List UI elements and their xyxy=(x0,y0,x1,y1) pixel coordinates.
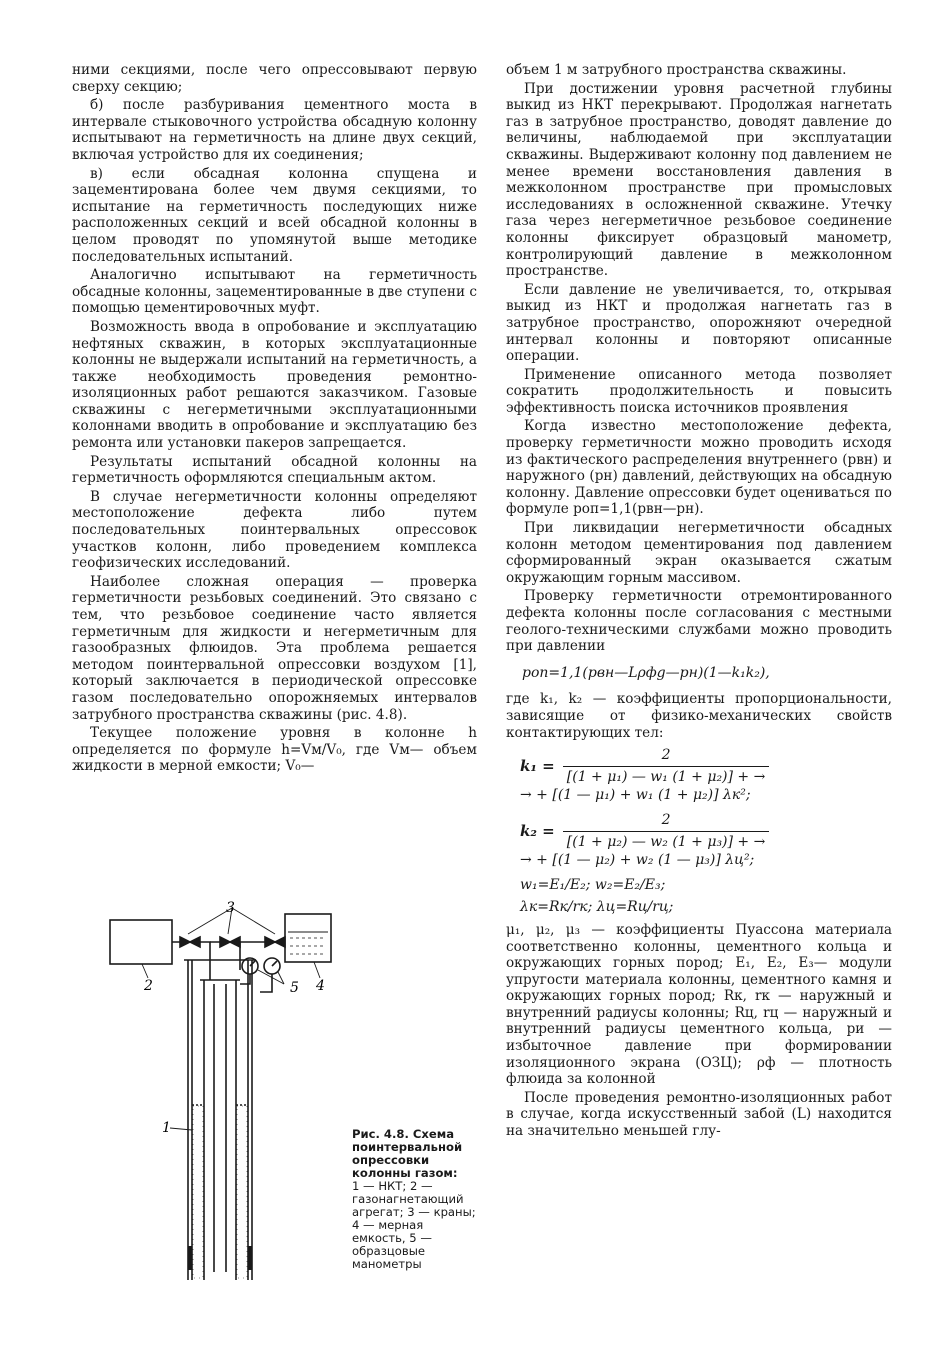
formula-main: pоп=1,1(pвн—Lρфg—pн)(1—k₁k₂), xyxy=(522,664,770,681)
paragraph: После проведения ремонтно-изоляционных работ в случае, когда искусственный забой (L) находится на значительно меньшей глу- xyxy=(506,1089,892,1140)
label-1: 1 xyxy=(162,1120,171,1136)
paragraph: объем 1 м затрубного пространства скважины. xyxy=(506,62,847,78)
k1-denominator: [(1 + μ₁) — w₁ (1 + μ₂)] + → xyxy=(563,766,770,786)
formula-lambda: λк=Rк/rк; λц=Rц/rц; xyxy=(520,899,674,916)
paragraph: При достижении уровня расчетной глубины выкид из НКТ перекрывают. Продолжая нагнетать газ в затрубное пространство, доводят давление до величины, наблюдаемой при эксплуатации скважины. Выдерживают колонну под давлением не менее времени восстановления давления в межколонном пространстве при промысловых исследованиях в осложненной скважине. Утечку газа через негерметичное резьбовое соединение колонны фиксирует образцовый манометр, контролирующий давление в межколонном пространстве. xyxy=(506,80,892,280)
paragraph: Когда известно местоположение дефекта, проверку герметичности можно проводить исходя из фактического распределения внутреннего (pвн) и наружного (pн) давлений, действующих на обсадную колонну. Давление опрессовки будет оцениваться по формуле pоп=1,1(pвн—pн). xyxy=(506,418,892,518)
formula-w: w₁=E₁/E₂; w₂=E₂/E₃; xyxy=(520,876,666,893)
k2-numerator: 2 xyxy=(661,811,671,828)
formula-k1 xyxy=(520,747,892,785)
k2-lhs: k₂ = xyxy=(520,821,555,840)
paragraph: в) если обсадная колонна спущена и зацементирована более чем двумя секциями, то испытание на герметичность последующих ниже расположенных секций и всей обсадной колонны в целом проводят по упомянутой выше методике последовательных испытаний. xyxy=(72,165,477,265)
paragraph: Применение описанного метода позволяет сократить продолжительность и повысить эффективность поиска источников проявления xyxy=(506,366,892,416)
label-5: 5 xyxy=(290,980,299,996)
k1-continuation: → + [(1 — μ₁) + w₁ (1 + μ₂)] λк²; xyxy=(520,787,751,804)
figure-caption xyxy=(352,1128,480,1271)
label-4: 4 xyxy=(316,978,325,994)
k2-denominator: [(1 + μ₂) — w₂ (1 + μ₃)] + → xyxy=(563,831,770,851)
gas-unit-box xyxy=(110,920,172,964)
label-2: 2 xyxy=(144,978,153,994)
paragraph: Проверку герметичности отремонтированного дефекта колонны после согласования с местными геолого-техническими службами можно проводить при давлении xyxy=(506,588,892,655)
paragraph: При ликвидации негерметичности обсадных колонн методом цементирования под давлением сформированный экран оказывается сжатым окружающим горным массивом. xyxy=(506,520,892,586)
paragraph: Текущее положение уровня в колонне h определяется по формуле h=Vм/V₀, где Vм— объем жидкости в мерной емкости; V₀— xyxy=(72,725,477,775)
paragraph: μ₁, μ₂, μ₃ — коэффициенты Пуассона материала соответственно колонны, цементного кольца и окружающих горных пород; E₁, E₂, E₃— модули упругости материала колонны, цементного камня и окружающих горных пород; Rк, rк — наружный и внутренний радиусы колонны; Rц, rц — наружный и внутренний радиусы цементного кольца, pи — избыточное давление при формировании изоляционного экрана (ОЗЦ); ρф — плотность флюида за колонной xyxy=(506,921,892,1088)
paragraph: где k₁, k₂ — коэффициенты пропорциональности, зависящие от физико-механических свойств контактирующих тел: xyxy=(506,691,892,741)
paragraph: Возможность ввода в опробование и эксплуатацию нефтяных скважин, в которых эксплуатационные колонны не выдержали испытаний на герметичность, а также необходимость проведения ремонтно-изоляционных работ решаются заказчиком. Газовые скважины с негерметичными эксплуатационными колоннами вводить в опробование и эксплуатацию без ремонта или установки пакеров запрещается. xyxy=(72,318,477,452)
paragraph: Наиболее сложная операция — проверка герметичности резьбовых соединений. Это связано с тем, что резьбовое соединение часто является герметичным для жидкости и негерметичным для газообразных флюидов. Эта проблема решается методом поинтервальной опрессовки воздухом [1], который заключается в периодической опрессовке газом последовательно опорожняемых интервалов затрубного пространства скважины (рис. 4.8). xyxy=(72,573,477,723)
caption-body: 1 — НКТ; 2 — газонагнетающий агрегат; 3 — краны; 4 — мерная емкость, 5 — образцовые манометры xyxy=(352,1179,476,1271)
k1-fraction xyxy=(563,747,770,785)
k1-numerator: 2 xyxy=(661,747,671,764)
paragraph: В случае негерметичности колонны определяют местоположение дефекта либо путем последовательных поинтервальных опрессовок участков колонн, либо проведением комплекса геофизических исследований. xyxy=(72,488,477,572)
left-column xyxy=(72,62,477,777)
formula-k2 xyxy=(520,812,892,850)
k2-fraction xyxy=(563,812,770,850)
label-3: 3 xyxy=(226,900,235,916)
caption-title: Рис. 4.8. Схема поинтервальной опрессовки колонны газом: xyxy=(352,1127,463,1180)
k2-continuation: → + [(1 — μ₂) + w₂ (1 — μ₃)] λц²; xyxy=(520,852,755,869)
paragraph: Результаты испытаний обсадной колонны на герметичность оформляются специальным актом. xyxy=(72,453,477,487)
k1-lhs: k₁ = xyxy=(520,756,555,775)
paragraph: ними секциями, после чего опрессовывают первую сверху секцию; xyxy=(72,62,477,95)
paragraph: Если давление не увеличивается, то, открывая выкид из НКТ и продолжая нагнетать газ в затрубное пространство, опорожняют очередной интервал колонны и повторяют описанные операции. xyxy=(506,281,892,365)
paragraph: Аналогично испытывают на герметичность обсадные колонны, зацементированные в две ступени с помощью цементировочных муфт. xyxy=(72,267,477,317)
paragraph: б) после разбуривания цементного моста в интервале стыковочного устройства обсадную колонну испытывают на герметичность на длине двух секций, включая устройство для их соединения; xyxy=(72,97,477,163)
right-column xyxy=(506,62,892,1142)
